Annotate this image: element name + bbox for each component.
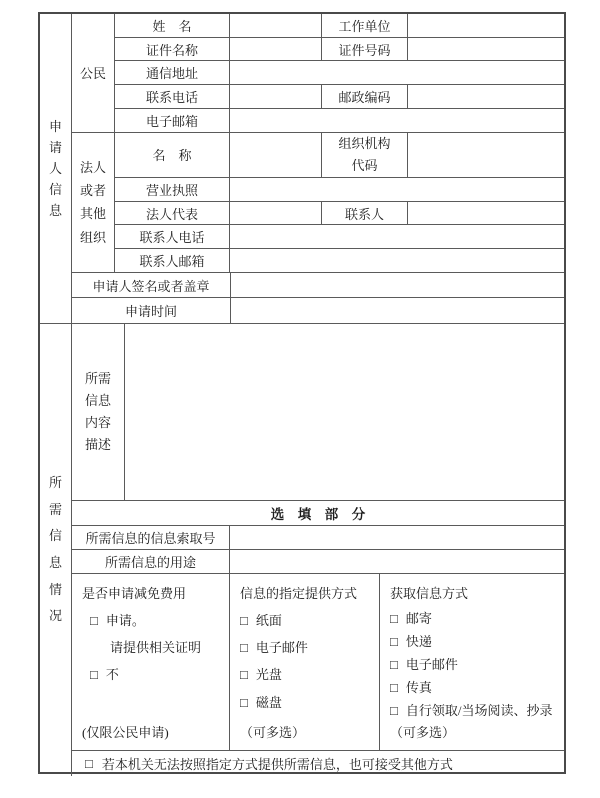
org-code-input-cell[interactable] — [408, 133, 564, 177]
legal-rows — [115, 133, 564, 273]
application-form-table — [38, 12, 566, 774]
table-row — [115, 202, 564, 226]
fee-proof-note: 请提供相关证明 — [110, 639, 202, 655]
checkbox-icon[interactable]: □ — [390, 656, 398, 672]
table-row — [115, 14, 564, 38]
postcode-input-cell[interactable] — [408, 85, 564, 108]
legal-group — [72, 133, 564, 274]
checkbox-icon[interactable]: □ — [90, 612, 98, 628]
table-row — [115, 61, 564, 85]
contact-email-input-cell[interactable] — [230, 249, 564, 272]
optional-header: 选填部分 — [72, 501, 564, 526]
table-row — [72, 298, 564, 323]
obtain-self-label: 自行领取/当场阅读、抄录 — [405, 703, 553, 719]
fee-no-label: 不 — [105, 667, 119, 683]
provide-option-cd[interactable] — [240, 661, 373, 688]
provide-multi-note: （可多选） — [240, 725, 306, 741]
checkbox-icon[interactable]: □ — [240, 667, 248, 683]
contact-phone-label: 联系人电话 — [115, 225, 230, 248]
table-row — [115, 38, 564, 62]
id-name-label: 证件名称 — [115, 38, 230, 61]
checkbox-icon[interactable]: □ — [390, 610, 398, 626]
business-license-label: 营业执照 — [115, 178, 230, 201]
info-use-label: 所需信息的用途 — [72, 550, 230, 573]
name-label: 姓 名 — [115, 14, 230, 37]
applicant-side-label: 申请人信息 — [49, 118, 63, 219]
signature-label: 申请人签名或者盖章 — [72, 273, 231, 297]
obtain-method-title: 获取信息方式 — [390, 586, 469, 601]
obtain-fax-label: 传真 — [405, 680, 432, 696]
contact-phone-input-cell[interactable] — [230, 225, 564, 248]
contact-person-input-cell[interactable] — [408, 202, 564, 225]
phone-input-cell[interactable] — [230, 85, 322, 108]
provide-email-label: 电子邮件 — [255, 639, 308, 655]
id-number-input-cell[interactable] — [408, 38, 564, 61]
provide-paper-label: 纸面 — [255, 612, 282, 628]
mail-address-input-cell[interactable] — [230, 61, 564, 84]
required-side-cell — [40, 324, 72, 776]
phone-label: 联系电话 — [115, 85, 230, 108]
table-row — [72, 526, 564, 550]
table-row — [115, 85, 564, 109]
table-row — [115, 178, 564, 202]
provide-method-cell — [230, 574, 380, 750]
id-number-label: 证件号码 — [322, 38, 408, 61]
contact-person-label: 联系人 — [322, 202, 408, 225]
org-code-cell — [322, 133, 408, 177]
citizen-group — [72, 14, 564, 133]
checkbox-row — [72, 574, 564, 751]
citizen-group-label: 公民 — [79, 66, 106, 82]
obtain-option-fax[interactable] — [390, 676, 558, 699]
checkbox-icon[interactable]: □ — [240, 694, 248, 710]
checkbox-icon[interactable]: □ — [390, 680, 398, 696]
other-method-row[interactable] — [72, 751, 564, 776]
required-side-label: 所需信息情况 — [49, 475, 63, 624]
fee-no-option[interactable] — [90, 661, 223, 688]
provide-option-paper[interactable] — [240, 607, 373, 634]
citizen-rows — [115, 14, 564, 132]
fee-apply-label: 申请。 — [105, 612, 145, 628]
checkbox-icon[interactable]: □ — [390, 703, 398, 719]
table-row — [115, 133, 564, 178]
obtain-multi-note: （可多选） — [390, 725, 456, 741]
applicant-side-cell — [40, 14, 72, 323]
work-unit-input-cell[interactable] — [408, 14, 564, 37]
legal-rep-input-cell[interactable] — [230, 202, 322, 225]
provide-option-disk[interactable] — [240, 689, 373, 716]
obtain-option-self[interactable] — [390, 699, 558, 722]
citizen-group-cell — [72, 14, 115, 132]
org-name-input-cell[interactable] — [230, 133, 322, 177]
applicant-section — [40, 14, 564, 324]
required-body — [72, 324, 564, 776]
desc-input-cell[interactable] — [125, 324, 564, 500]
work-unit-label: 工作单位 — [322, 14, 408, 37]
business-license-input-cell[interactable] — [230, 178, 564, 201]
obtain-option-email[interactable] — [390, 653, 558, 676]
contact-email-label: 联系人邮箱 — [115, 249, 230, 272]
mail-address-label: 通信地址 — [115, 61, 230, 84]
provide-option-email[interactable] — [240, 634, 373, 661]
table-row — [72, 550, 564, 574]
fee-citizen-only-note: (仅限公民申请) — [82, 725, 169, 741]
signature-input-cell[interactable] — [231, 273, 564, 297]
org-name-label: 名 称 — [115, 133, 230, 177]
info-use-input-cell[interactable] — [230, 550, 564, 573]
apply-time-label: 申请时间 — [72, 298, 231, 323]
table-row — [115, 109, 564, 132]
table-row — [72, 324, 564, 501]
checkbox-icon[interactable]: □ — [85, 755, 93, 771]
checkbox-icon[interactable]: □ — [390, 633, 398, 649]
fee-waiver-title: 是否申请减免费用 — [82, 586, 187, 601]
table-row — [115, 249, 564, 272]
postcode-label: 邮政编码 — [322, 85, 408, 108]
id-name-input-cell[interactable] — [230, 38, 322, 61]
name-input-cell[interactable] — [230, 14, 322, 37]
obtain-mail-label: 邮寄 — [405, 610, 432, 626]
obtain-method-cell — [380, 574, 564, 750]
legal-group-cell — [72, 133, 115, 273]
email-input-cell[interactable] — [230, 109, 564, 132]
email-label: 电子邮箱 — [115, 109, 230, 132]
apply-time-input-cell[interactable] — [231, 298, 564, 323]
checkbox-icon[interactable]: □ — [240, 639, 248, 655]
desc-label-cell — [72, 324, 125, 500]
checkbox-icon[interactable]: □ — [240, 612, 248, 628]
required-info-section — [40, 324, 564, 776]
provide-disk-label: 磁盘 — [255, 694, 282, 710]
obtain-express-label: 快递 — [405, 633, 432, 649]
provide-method-title: 信息的指定提供方式 — [240, 586, 358, 601]
checkbox-icon[interactable]: □ — [90, 667, 98, 683]
index-number-label: 所需信息的信息索取号 — [72, 526, 230, 549]
table-row — [72, 273, 564, 298]
obtain-option-express[interactable] — [390, 630, 558, 653]
index-number-input-cell[interactable] — [230, 526, 564, 549]
obtain-email-label: 电子邮件 — [405, 656, 458, 672]
legal-group-label: 法人或者其他组织 — [80, 160, 107, 245]
table-row — [115, 225, 564, 249]
applicant-body — [72, 14, 564, 323]
org-code-label: 组织机构代码 — [338, 135, 391, 173]
provide-cd-label: 光盘 — [255, 667, 282, 683]
desc-label: 所需信息内容描述 — [85, 370, 112, 453]
obtain-option-mail[interactable] — [390, 607, 558, 630]
fee-apply-option[interactable] — [90, 607, 223, 634]
other-method-note: 若本机关无法按照指定方式提供所需信息，也可接受其他方式 — [101, 757, 453, 772]
fee-waiver-cell — [72, 574, 230, 750]
legal-rep-label: 法人代表 — [115, 202, 230, 225]
